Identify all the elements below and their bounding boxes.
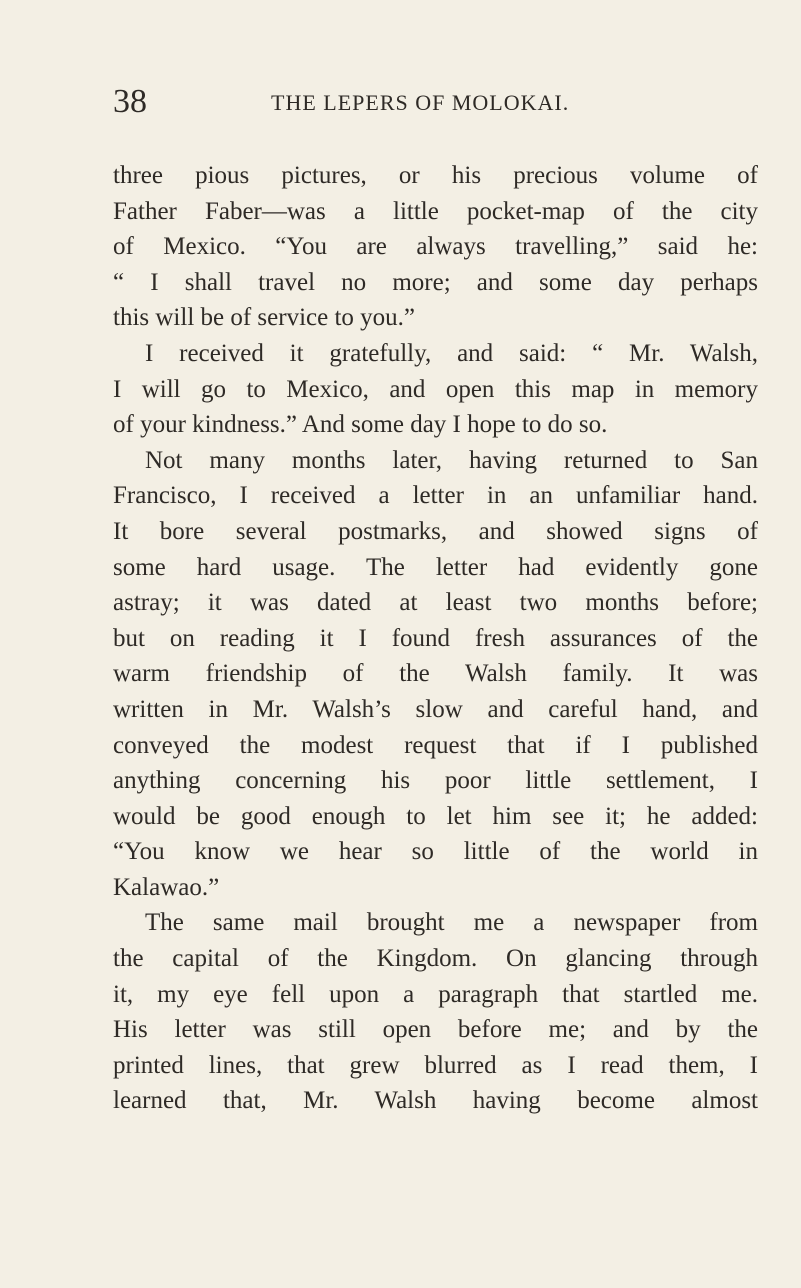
text-line: written in Mr. Walsh’s slow and careful hand, and (113, 695, 758, 723)
text-line: Father Faber—was a little pocket-map of the city (113, 197, 758, 225)
text-line: it, my eye fell upon a paragraph that startled me. (113, 980, 758, 1008)
text-line: Not many months later, having returned to San (145, 446, 758, 474)
running-head-title: THE LEPERS OF MOLOKAI. (271, 90, 570, 115)
text-line: learned that, Mr. Walsh having become almost (113, 1087, 758, 1115)
text-line: His letter was still open before me; and by the (113, 1016, 758, 1044)
text-line: some hard usage. The letter had evidently gone (113, 553, 758, 581)
text-line: three pious pictures, or his precious volume of (113, 162, 758, 189)
text-line: Francisco, I received a letter in an unfamiliar hand. (113, 482, 758, 510)
text-line: I will go to Mexico, and open this map in memory (113, 375, 758, 403)
text-line: It bore several postmarks, and showed signs of (113, 517, 758, 545)
text-line: this will be of service to you.” (113, 304, 416, 332)
text-line: but on reading it I found fresh assurances of the (113, 624, 758, 652)
text-line: I received it gratefully, and said: “ Mr. Walsh, (145, 339, 758, 367)
text-line: the capital of the Kingdom. On glancing through (113, 945, 758, 973)
text-line: astray; it was dated at least two months before; (113, 589, 758, 617)
text-line: of Mexico. “You are always travelling,” said he: (113, 233, 758, 261)
running-head (113, 82, 753, 122)
text-line: conveyed the modest request that if I published (113, 731, 758, 759)
text-line: Kalawao.” (113, 873, 220, 901)
text-line: of your kindness.” And some day I hope to do so. (113, 411, 608, 439)
page-number: 38 (113, 83, 147, 120)
text-line: “You know we hear so little of the world in (113, 838, 758, 866)
body-text (113, 158, 758, 1119)
text-line: The same mail brought me a newspaper from (145, 909, 758, 937)
text-line: anything concerning his poor little settlement, I (113, 767, 758, 795)
text-line: printed lines, that grew blurred as I read them, I (113, 1051, 758, 1079)
text-line: warm friendship of the Walsh family. It was (113, 660, 758, 688)
text-line: “ I shall travel no more; and some day perhaps (113, 268, 758, 296)
text-line: would be good enough to let him see it; he added: (113, 802, 758, 830)
